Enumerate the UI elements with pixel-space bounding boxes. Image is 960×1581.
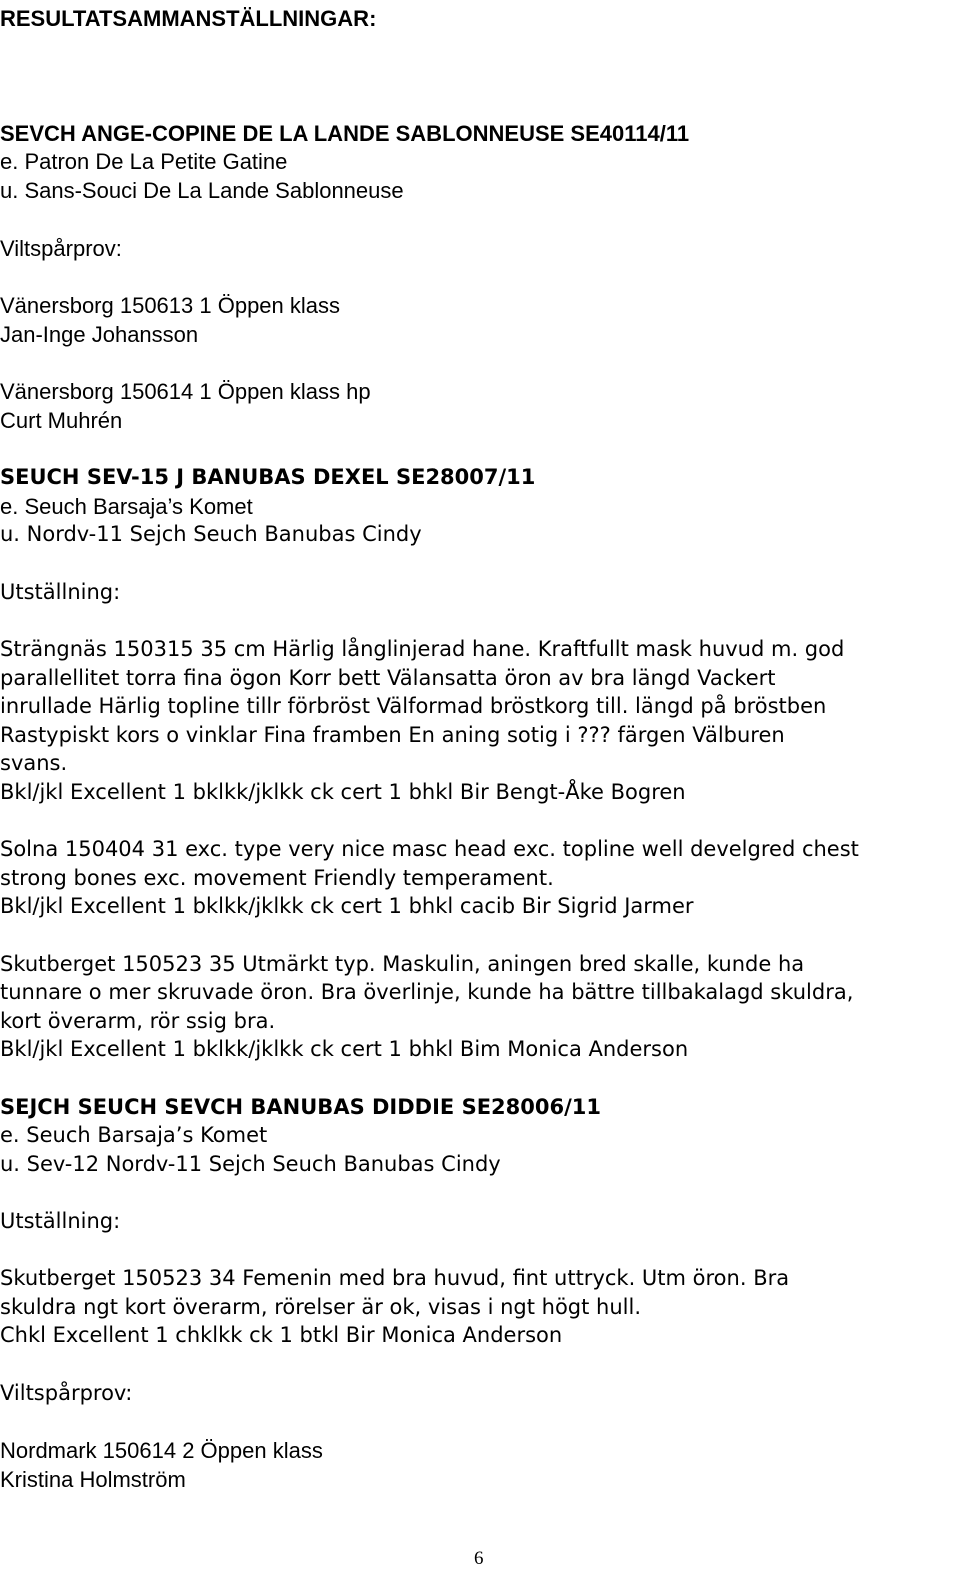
dog-dam: u. Nordv-11 Sejch Seuch Banubas Cindy — [0, 522, 422, 546]
dog-title: SEUCH SEV-15 J BANUBAS DEXEL SE28007/11 — [0, 465, 536, 489]
page-number: 6 — [474, 1548, 484, 1569]
critique-line: strong bones exc. movement Friendly temperament. — [0, 866, 554, 890]
award-line: Bkl/jkl Excellent 1 bklkk/jklkk ck cert 1 bhkl Bim Monica Anderson — [0, 1037, 689, 1061]
dog-sire: e. Patron De La Petite Gatine — [0, 149, 288, 174]
section-heading-tracking: Viltspårprov: — [0, 1381, 133, 1405]
critique-line: Rastypiskt kors o vinklar Fina framben En aning sotig i ??? färgen Välburen — [0, 723, 785, 747]
award-line: Chkl Excellent 1 chklkk ck 1 btkl Bir Monica Anderson — [0, 1323, 563, 1347]
section-heading-show: Utställning: — [0, 1209, 121, 1233]
section-heading-show: Utställning: — [0, 580, 121, 604]
dog-title: SEVCH ANGE-COPINE DE LA LANDE SABLONNEUSE SE40114/11 — [0, 121, 690, 146]
trial-result-line: Vänersborg 150614 1 Öppen klass hp — [0, 379, 371, 404]
award-line: Bkl/jkl Excellent 1 bklkk/jklkk ck cert 1 bhkl cacib Bir Sigrid Jarmer — [0, 894, 694, 918]
critique-line: inrullade Härlig topline tillr förbröst Välformad bröstkorg till. längd på bröstben — [0, 694, 827, 718]
dog-sire: e. Seuch Barsaja’s Komet — [0, 494, 253, 519]
trial-result-line: Vänersborg 150613 1 Öppen klass — [0, 293, 341, 318]
critique-line: kort överarm, rör ssig bra. — [0, 1009, 276, 1033]
section-heading-tracking: Viltspårprov: — [0, 236, 122, 261]
trial-judge-line: Jan-Inge Johansson — [0, 322, 199, 347]
dog-dam: u. Sev-12 Nordv-11 Sejch Seuch Banubas Cindy — [0, 1152, 501, 1176]
dog-title: SEJCH SEUCH SEVCH BANUBAS DIDDIE SE28006/11 — [0, 1095, 602, 1119]
trial-judge-line: Curt Muhrén — [0, 408, 123, 433]
critique-line: skuldra ngt kort överarm, rörelser är ok, visas i ngt högt hull. — [0, 1295, 641, 1319]
critique-line: Strängnäs 150315 35 cm Härlig långlinjerad hane. Kraftfullt mask huvud m. god — [0, 637, 845, 661]
dog-dam: u. Sans-Souci De La Lande Sablonneuse — [0, 178, 404, 203]
trial-judge-line: Kristina Holmström — [0, 1467, 186, 1492]
critique-line: tunnare o mer skruvade öron. Bra överlinje, kunde ha bättre tillbakalagd skuldra, — [0, 980, 854, 1004]
critique-line: svans. — [0, 751, 68, 775]
dog-sire: e. Seuch Barsaja’s Komet — [0, 1123, 268, 1147]
trial-result-line: Nordmark 150614 2 Öppen klass — [0, 1438, 323, 1463]
critique-line: Skutberget 150523 34 Femenin med bra huvud, fint uttryck. Utm öron. Bra — [0, 1266, 790, 1290]
critique-line: Solna 150404 31 exc. type very nice masc head exc. topline well develgred chest — [0, 837, 859, 861]
page-heading: RESULTATSAMMANSTÄLLNINGAR: — [0, 6, 377, 31]
critique-line: Skutberget 150523 35 Utmärkt typ. Maskulin, aningen bred skalle, kunde ha — [0, 952, 805, 976]
award-line: Bkl/jkl Excellent 1 bklkk/jklkk ck cert 1 bhkl Bir Bengt-Åke Bogren — [0, 780, 686, 804]
critique-line: parallellitet torra fina ögon Korr bett Välansatta öron av bra längd Vackert — [0, 666, 776, 690]
